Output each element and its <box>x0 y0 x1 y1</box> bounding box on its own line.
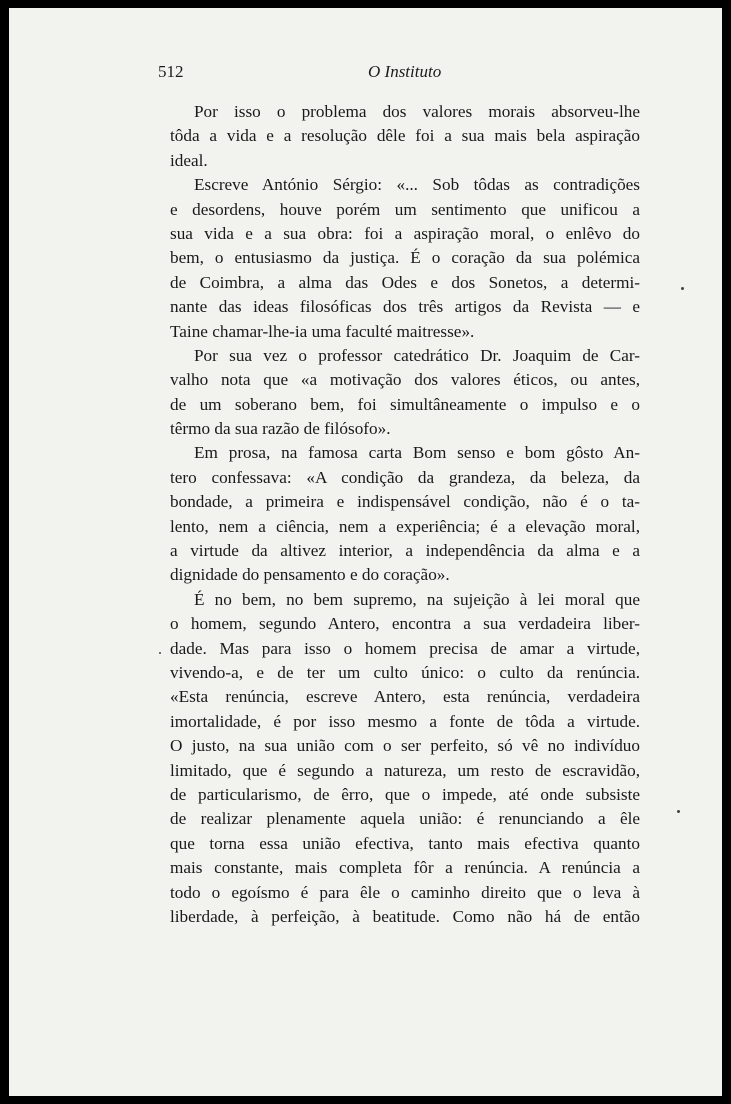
text-line: lento, nem a ciência, nem a experiência; é a elevação moral, <box>170 516 640 536</box>
text-line: o homem, segundo Antero, encontra a sua verdadeira liber- <box>170 614 640 634</box>
text-line: É no bem, no bem supremo, na sujeição à lei moral que <box>194 589 640 609</box>
text-line: liberdade, à perfeição, à beatitude. Como não há de então <box>170 906 640 926</box>
text-line: sua vida e a sua obra: foi a aspiração moral, o enlêvo do <box>170 223 640 243</box>
text-line: ideal. <box>170 150 208 170</box>
text-line: tôda a vida e a resolução dêle foi a sua mais bela aspiração <box>170 126 640 146</box>
text-line: O justo, na sua união com o ser perfeito, só vê no indivíduo <box>170 736 640 756</box>
text-line: nante das ideas filosóficas dos três artigos da Revista — e <box>170 297 640 317</box>
text-line: de realizar plenamente aquela união: é renunciando a êle <box>170 809 640 829</box>
paper-speck <box>681 287 684 290</box>
text-line: imortalidade, é por isso mesmo a fonte de tôda a virtude. <box>170 711 640 731</box>
text-line: bem, o entusiasmo da justiça. É o coração da sua polémica <box>170 248 640 268</box>
text-line: dignidade do pensamento e do coração». <box>170 565 450 585</box>
text-line: que torna essa união efectiva, tanto mais efectiva quanto <box>170 833 640 853</box>
text-line: valho nota que «a motivação dos valores éticos, ou antes, <box>170 370 640 390</box>
text-line: todo o egoísmo é para êle o caminho direito que o leva à <box>170 882 640 902</box>
text-line: tero confessava: «A condição da grandeza, da beleza, da <box>170 467 640 487</box>
text-line: Escreve António Sérgio: «... Sob tôdas as contradições <box>194 175 640 195</box>
text-line: Por isso o problema dos valores morais absorveu-lhe <box>194 102 640 121</box>
text-line: e desordens, houve porém um sentimento que unificou a <box>170 199 640 219</box>
text-line: dade. Mas para isso o homem precisa de amar a virtude, <box>170 638 640 658</box>
text-line: mais constante, mais completa fôr a renúncia. A renúncia a <box>170 858 640 878</box>
text-line: têrmo da sua razão de filósofo». <box>170 419 391 439</box>
body-text <box>170 100 640 929</box>
text-line: Por sua vez o professor catedrático Dr. Joaquim de Car- <box>194 345 640 365</box>
text-line: de particularismo, de êrro, que o impede, até onde subsiste <box>170 784 640 804</box>
text-line: Taine chamar-lhe-ia uma faculté maitresse». <box>170 321 475 341</box>
text-line: de Coimbra, a alma das Odes e dos Sonetos, a determi- <box>170 272 640 292</box>
text-line: bondade, a primeira e indispensável condição, não é o ta- <box>170 492 640 512</box>
page-number: 512 <box>158 62 184 81</box>
text-line: vivendo-a, e de ter um culto único: o culto da renúncia. <box>170 662 640 682</box>
running-title: O Instituto <box>368 62 442 81</box>
text-line: «Esta renúncia, escreve Antero, esta renúncia, verdadeira <box>170 687 640 707</box>
text-line: de um soberano bem, foi simultâneamente o impulso e o <box>170 394 640 414</box>
text-line: Em prosa, na famosa carta Bom senso e bom gôsto An- <box>194 443 640 463</box>
paper-speck <box>159 652 161 654</box>
page-header <box>158 62 638 86</box>
text-line: a virtude da altivez interior, a independência da alma e a <box>170 541 640 561</box>
paper-speck <box>677 810 680 813</box>
text-line: limitado, que é segundo a natureza, um resto de escravidão, <box>170 760 640 780</box>
